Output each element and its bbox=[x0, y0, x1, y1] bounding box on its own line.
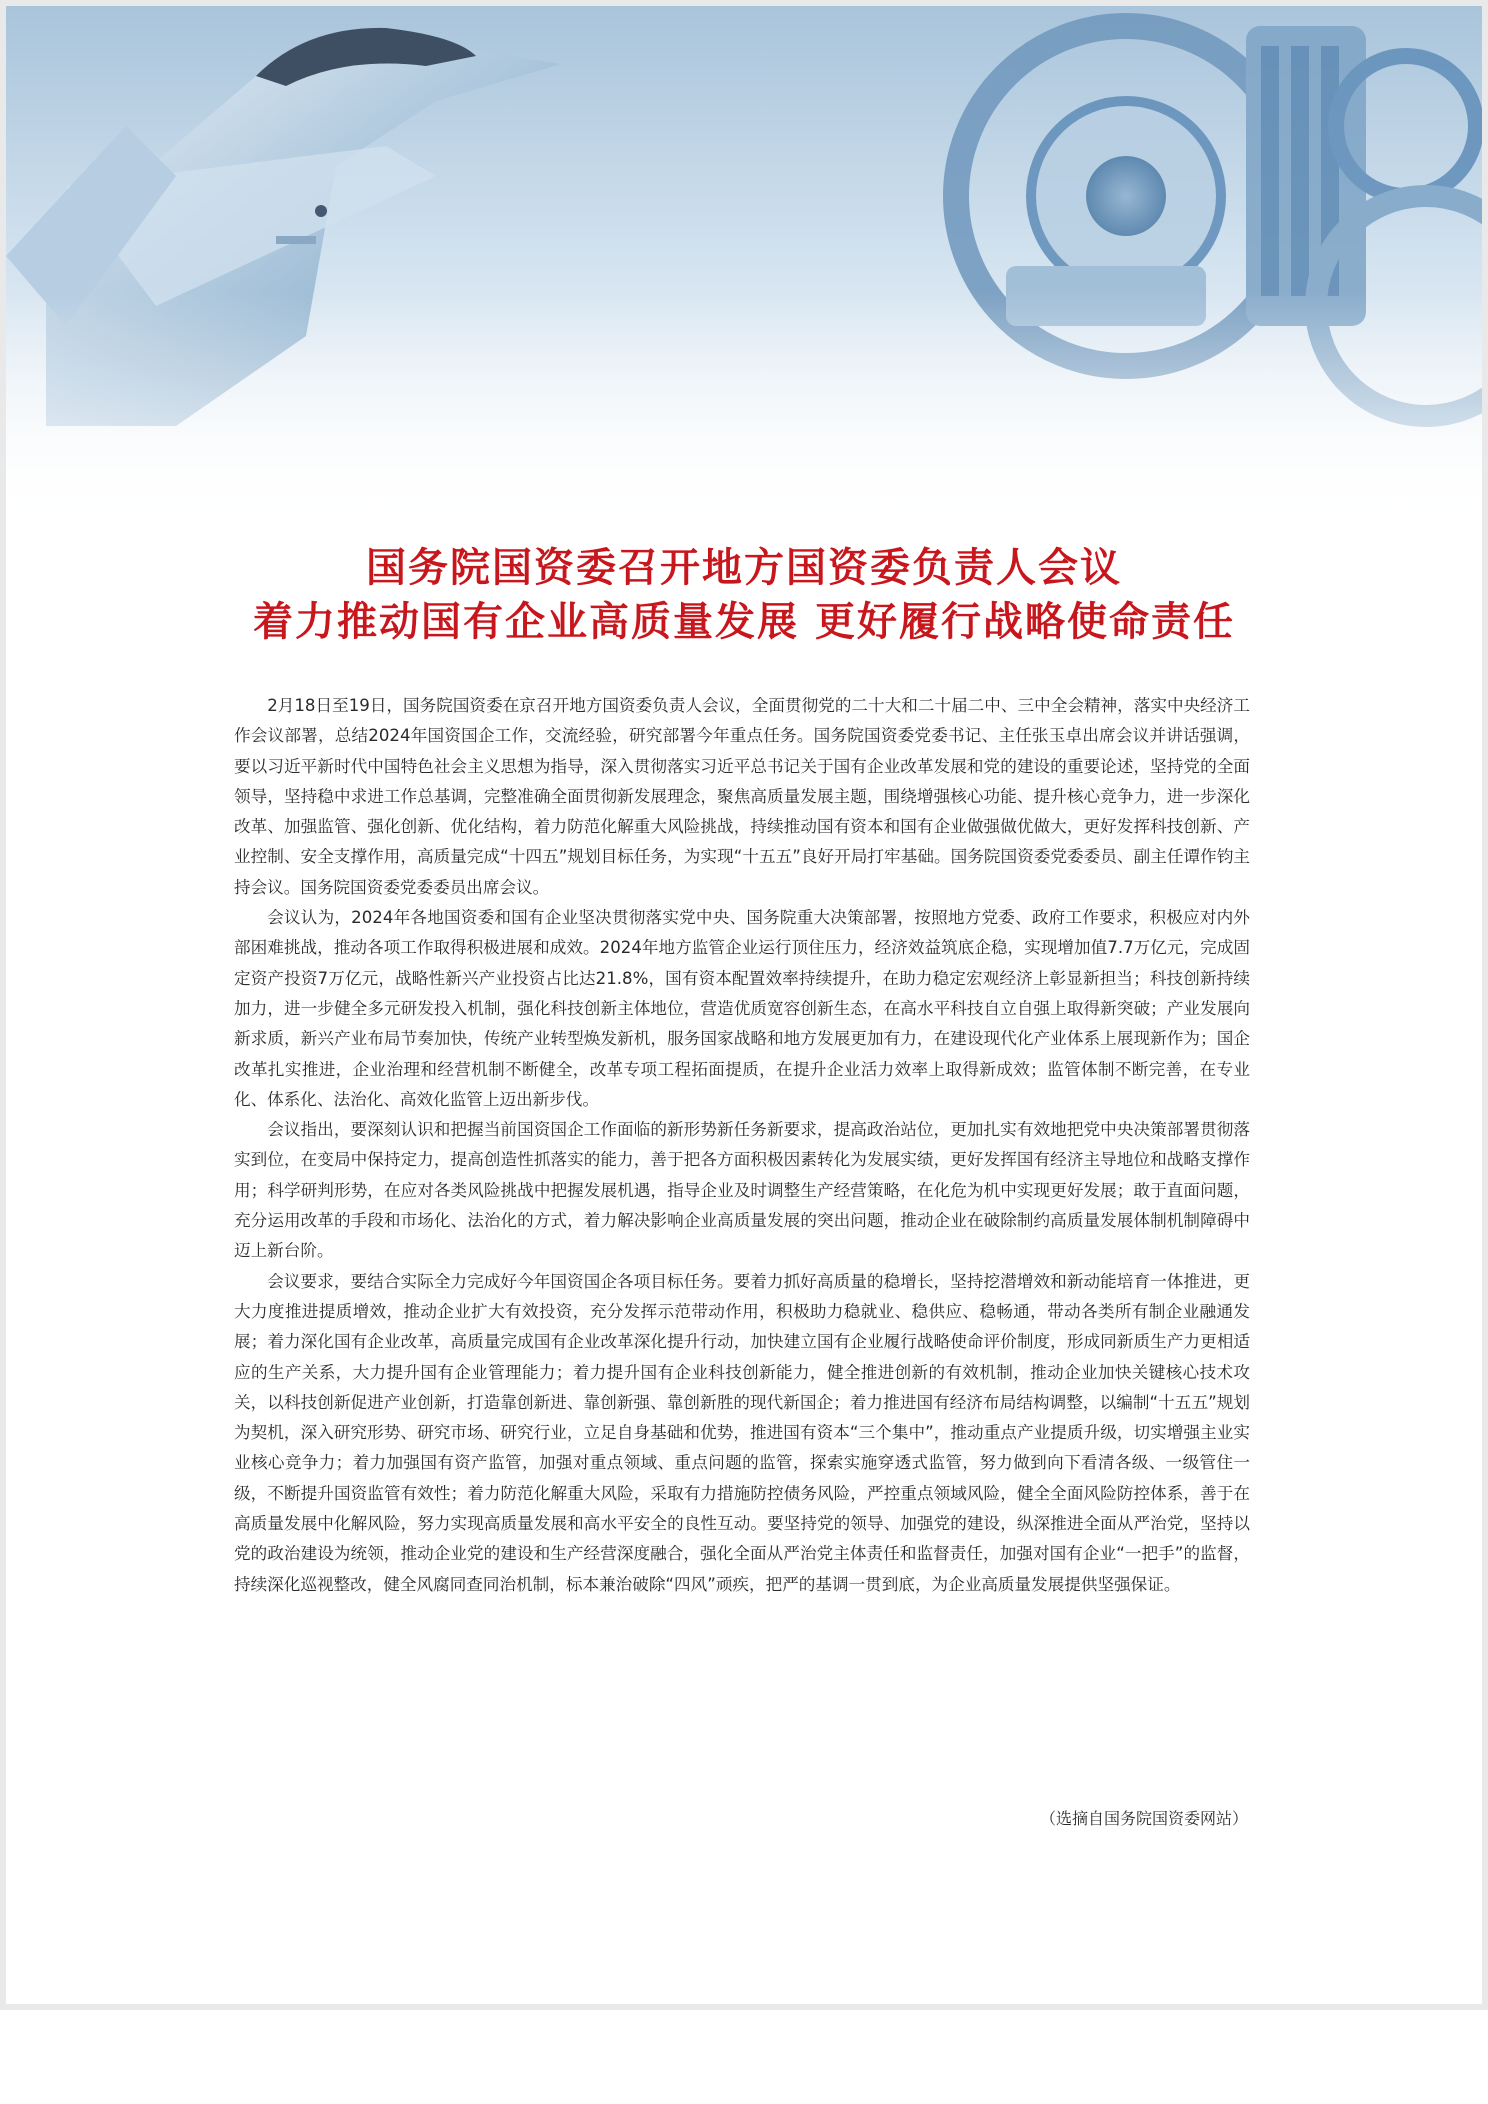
headline-line-1: 国务院国资委召开地方国资委负责人会议 bbox=[366, 544, 1122, 591]
headline-line-2: 着力推动国有企业高质量发展 更好履行战略使命责任 bbox=[253, 598, 1235, 645]
article-body bbox=[234, 691, 1250, 1600]
source-attribution: （选摘自国务院国资委网站） bbox=[1039, 1809, 1248, 1828]
paragraph: 会议指出，要深刻认识和把握当前国资国企工作面临的新形势新任务新要求，提高政治站位，更加扎实有效地把党中央决策部署贯彻落实到位，在变局中保持定力，提高创造性抓落实的能力，善于把各方面积极因素转化为发展实绩，更好发挥国有经济主导地位和战略支撑作用；科学研判形势，在应对各类风险挑战中把握发展机遇，指导企业及时调整生产经营策略，在化危为机中实现更好发展；敢于直面问题，充分运用改革的手段和市场化、法治化的方式，着力解决影响企业高质量发展的突出问题，推动企业在破除制约高质量发展体制机制障碍中迈上新台阶。 bbox=[234, 1120, 1250, 1261]
paragraph: 会议认为，2024年各地国资委和国有企业坚决贯彻落实党中央、国务院重大决策部署，按照地方党委、政府工作要求，积极应对内外部困难挑战，推动各项工作取得积极进展和成效。2024年地方监管企业运行顶住压力，经济效益筑底企稳，实现增加值7.7万亿元，完成固定资产投资7万亿元，战略性新兴产业投资占比达21.8%，国有资本配置效率持续提升，在助力稳定宏观经济上彰显新担当；科技创新持续加力，进一步健全多元研发投入机制，强化科技创新主体地位，营造优质宽容创新生态，在高水平科技自立自强上取得新突破；产业发展向新求质，新兴产业布局节奏加快，传统产业转型焕发新机，服务国家战略和地方发展更加有力，在建设现代化产业体系上展现新作为；国企改革扎实推进，企业治理和经营机制不断健全，改革专项工程拓面提质，在提升企业活力效率上取得新成效；监管体制不断完善，在专业化、体系化、法治化、高效化监管上迈出新步伐。 bbox=[234, 908, 1250, 1109]
header-banner-image bbox=[6, 6, 1482, 526]
page-bottom-margin bbox=[0, 2010, 1488, 2104]
paragraph: 2月18日至19日，国务院国资委在京召开地方国资委负责人会议，全面贯彻党的二十大和二十届二中、三中全会精神，落实中央经济工作会议部署，总结2024年国资国企工作，交流经验，研究部署今年重点任务。国务院国资委党委书记、主任张玉卓出席会议并讲话强调，要以习近平新时代中国特色社会主义思想为指导，深入贯彻落实习近平总书记关于国有企业改革发展和党的建设的重要论述，坚持党的全面领导，坚持稳中求进工作总基调，完整准确全面贯彻新发展理念，聚焦高质量发展主题，围绕增强核心功能、提升核心竞争力，进一步深化改革、加强监管、强化创新、优化结构，着力防范化解重大风险挑战，持续推动国有资本和国有企业做强做优做大，更好发挥科技创新、产业控制、安全支撑作用，高质量完成“十四五”规划目标任务，为实现“十五五”良好开局打牢基础。国务院国资委党委委员、副主任谭作钧主持会议。国务院国资委党委委员出席会议。 bbox=[234, 696, 1250, 897]
document-page bbox=[6, 6, 1482, 2004]
paragraph: 会议要求，要结合实际全力完成好今年国资国企各项目标任务。要着力抓好高质量的稳增长，坚持挖潜增效和新动能培育一体推进，更大力度推进提质增效，推动企业扩大有效投资，充分发挥示范带动作用，积极助力稳就业、稳供应、稳畅通，带动各类所有制企业融通发展；着力深化国有企业改革，高质量完成国有企业改革深化提升行动，加快建立国有企业履行战略使命评价制度，形成同新质生产力更相适应的生产关系，大力提升国有企业管理能力；着力提升国有企业科技创新能力，健全推进创新的有效机制，推动企业加快关键核心技术攻关，以科技创新促进产业创新，打造靠创新进、靠创新强、靠创新胜的现代新国企；着力推进国有经济布局结构调整，以编制“十五五”规划为契机，深入研究形势、研究市场、研究行业，立足自身基础和优势，推进国有资本“三个集中”，推动重点产业提质升级，切实增强主业实业核心竞争力；着力加强国有资产监管，加强对重点领域、重点问题的监管，探索实施穿透式监管，努力做到向下看清各级、一级管住一级，不断提升国资监管有效性；着力防范化解重大风险，采取有力措施防控债务风险，严控重点领域风险，健全全面风险防控体系，善于在高质量发展中化解风险，努力实现高质量发展和高水平安全的良性互动。要坚持党的领导、加强党的建设，纵深推进全面从严治党，坚持以党的政治建设为统领，推动企业党的建设和生产经营深度融合，强化全面从严治党主体责任和监督责任，加强对国有企业“一把手”的监督，持续深化巡视整改，健全风腐同查同治机制，标本兼治破除“四风”顽疾，把严的基调一贯到底，为企业高质量发展提供坚强保证。 bbox=[234, 1271, 1250, 1594]
fighter-jet-and-machinery-icon bbox=[6, 6, 1482, 526]
